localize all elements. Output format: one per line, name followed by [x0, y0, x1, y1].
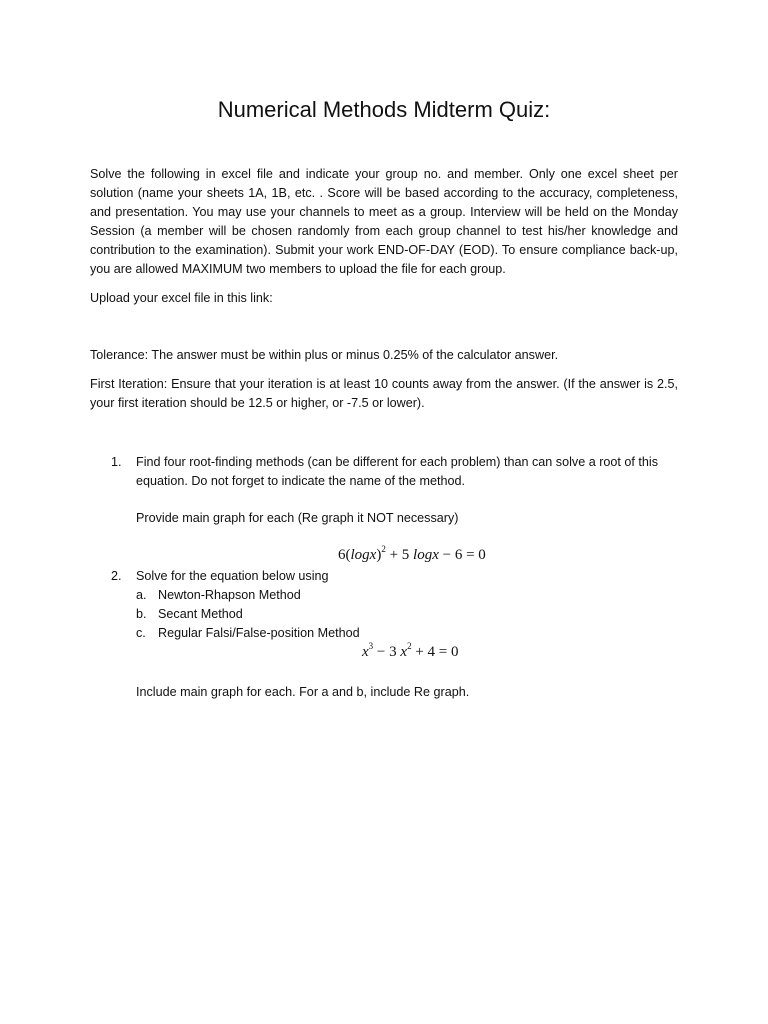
eq2-exponent-2: 2 — [407, 641, 412, 651]
eq1-plus: + 5 — [385, 547, 414, 563]
eq1-exponent: 2 — [381, 544, 386, 554]
page-title: Numerical Methods Midterm Quiz: — [217, 97, 551, 122]
item-1-text: Find four root-finding methods (can be different for each problem) than can solve a root of this equation. Do not forget to indicate the name of the method. — [136, 455, 658, 488]
subitem-c-letter: c. — [136, 626, 146, 640]
eq2-x: x — [362, 644, 369, 660]
eq1-coef: 6 — [338, 547, 346, 563]
item-1-note: Provide main graph for each (Re graph it NOT necessary) — [136, 511, 459, 525]
subitem-c-label: Regular Falsi/False-position Method — [158, 626, 360, 640]
eq2-rest: + 4 = 0 — [411, 644, 459, 660]
eq2-middle: − 3 — [373, 644, 401, 660]
subitem-a-letter: a. — [136, 588, 147, 602]
eq1-close-paren: ) — [376, 547, 382, 563]
upload-instruction: Upload your excel file in this link: — [90, 291, 273, 305]
eq2-exponent-1: 3 — [368, 641, 374, 651]
item-2-number: 2. — [111, 569, 122, 583]
item-2-text: Solve for the equation below using — [136, 569, 329, 583]
eq1-log-term: logx — [350, 547, 377, 563]
eq1-log-term-2: logx — [413, 547, 439, 563]
equation-1 — [338, 544, 486, 564]
eq2-x-2: x — [400, 644, 408, 660]
item-1-number: 1. — [111, 455, 122, 469]
equation-2 — [362, 641, 459, 661]
subitem-a-label: Newton-Rhapson Method — [158, 588, 301, 602]
subitem-b-label: Secant Method — [158, 607, 243, 621]
first-iteration-paragraph: First Iteration: Ensure that your iteration is at least 10 counts away from the answer. (If the answer is 2.5, your first iteration should be 12.5 or higher, or -7.5 or lower). — [90, 377, 678, 410]
item-2-note: Include main graph for each. For a and b, include Re graph. — [136, 685, 470, 699]
eq1-rest: − 6 = 0 — [438, 547, 486, 563]
tolerance-paragraph: Tolerance: The answer must be within plus or minus 0.25% of the calculator answer. — [90, 348, 559, 362]
instructions-paragraph: Solve the following in excel file and indicate your group no. and member. Only one excel sheet per solution (name your sheets 1A, 1B, etc. . Score will be based according to the accuracy, completeness, and presentation. You may use your channels to meet as a group. Interview will be held on the Monday Session (a member will be chosen randomly from each group channel to test his/her knowledge and contribution to the examination). Submit your work END-OF-DAY (EOD). To ensure compliance back-up, you are allowed MAXIMUM two members to upload the file for each group. — [90, 167, 678, 276]
eq1-open-paren: ( — [345, 547, 351, 563]
subitem-b-letter: b. — [136, 607, 147, 621]
